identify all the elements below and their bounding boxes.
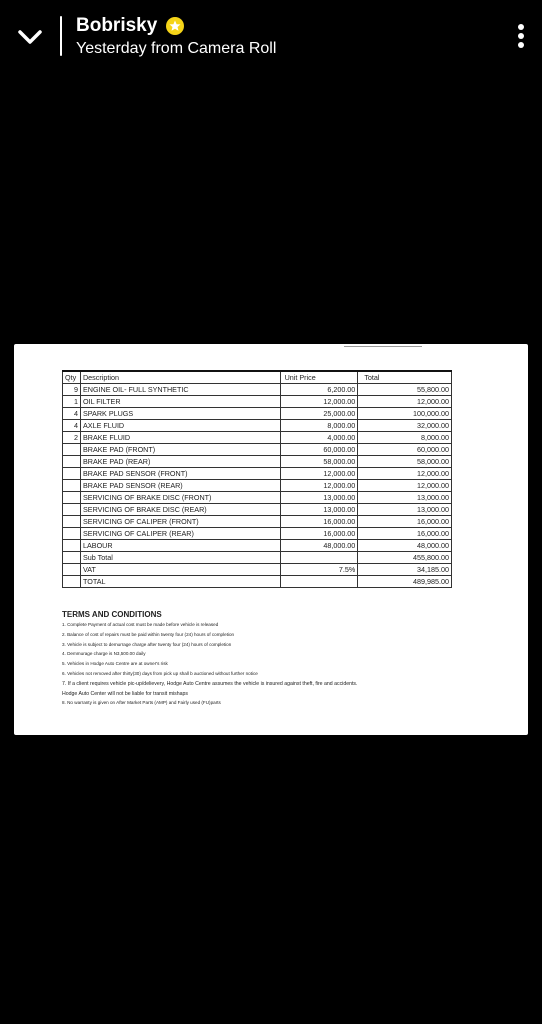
cell-total: 12,000.00	[358, 480, 452, 492]
cell-qty	[63, 504, 81, 516]
term-item: Hodge Auto Center will not be liable for transit mishaps	[62, 690, 189, 697]
cell-unit-price: 12,000.00	[280, 468, 358, 480]
cell-unit-price: 12,000.00	[280, 480, 358, 492]
cell-description: BRAKE PAD SENSOR (FRONT)	[80, 468, 280, 480]
table-row	[63, 528, 452, 540]
cell-description: Sub Total	[80, 552, 280, 564]
table-row	[63, 444, 452, 456]
term-item: 4. Demmurage charge is N3,500.00 daily	[62, 651, 146, 657]
cell-description: BRAKE PAD (REAR)	[80, 456, 280, 468]
star-badge-icon	[165, 16, 185, 36]
more-vertical-icon[interactable]	[514, 22, 528, 50]
table-row	[63, 540, 452, 552]
term-item: 8. No warranty is given on After Market Parts (AMP) and Fairly used (FU)parts	[62, 700, 221, 706]
scan-line	[344, 346, 422, 347]
cell-total: 48,000.00	[358, 540, 452, 552]
cell-qty: 4	[63, 408, 81, 420]
cell-description: SERVICING OF BRAKE DISC (REAR)	[80, 504, 280, 516]
table-row	[63, 396, 452, 408]
term-item: 3. Vehicle is subject to demurrage charge after twenty four (24) hours of completion	[62, 641, 232, 647]
table-row	[63, 552, 452, 564]
table-row	[63, 504, 452, 516]
cell-unit-price: 58,000.00	[280, 456, 358, 468]
cell-total: 12,000.00	[358, 468, 452, 480]
cell-qty: 9	[63, 384, 81, 396]
cell-qty	[63, 492, 81, 504]
cell-description: SERVICING OF CALIPER (REAR)	[80, 528, 280, 540]
table-row	[63, 384, 452, 396]
table-row	[63, 408, 452, 420]
cell-qty	[63, 456, 81, 468]
invoice-rows	[63, 384, 452, 588]
cell-total: 55,800.00	[358, 384, 452, 396]
cell-qty	[63, 528, 81, 540]
term-item: 1. Complete Payment of actual cost must be made before vehicle is released	[62, 622, 219, 627]
cell-qty: 1	[63, 396, 81, 408]
table-row	[63, 468, 452, 480]
cell-qty	[63, 444, 81, 456]
chevron-down-icon[interactable]	[14, 22, 46, 50]
cell-unit-price: 16,000.00	[280, 516, 358, 528]
cell-total: 32,000.00	[358, 420, 452, 432]
cell-unit-price	[280, 552, 358, 564]
cell-total: 100,000.00	[358, 408, 452, 420]
cell-description: BRAKE PAD (FRONT)	[80, 444, 280, 456]
invoice-document	[14, 344, 528, 735]
cell-total: 16,000.00	[358, 516, 452, 528]
cell-total: 13,000.00	[358, 492, 452, 504]
cell-unit-price: 13,000.00	[280, 504, 358, 516]
invoice-table	[62, 370, 452, 588]
cell-qty	[63, 468, 81, 480]
cell-qty	[63, 480, 81, 492]
cell-unit-price: 13,000.00	[280, 492, 358, 504]
cell-description: VAT	[80, 564, 280, 576]
cell-description: BRAKE FLUID	[80, 432, 280, 444]
cell-unit-price: 48,000.00	[280, 540, 358, 552]
cell-total: 60,000.00	[358, 444, 452, 456]
cell-total: 12,000.00	[358, 396, 452, 408]
cell-unit-price: 25,000.00	[280, 408, 358, 420]
cell-total: 34,185.00	[358, 564, 452, 576]
table-row	[63, 480, 452, 492]
cell-unit-price: 60,000.00	[280, 444, 358, 456]
cell-unit-price: 7.5%	[280, 564, 358, 576]
cell-description: TOTAL	[80, 576, 280, 588]
cell-description: SERVICING OF BRAKE DISC (FRONT)	[80, 492, 280, 504]
user-title-row[interactable]	[76, 15, 185, 37]
cell-unit-price: 12,000.00	[280, 396, 358, 408]
column-header-total: Total	[358, 371, 452, 384]
cell-description: BRAKE PAD SENSOR (REAR)	[80, 480, 280, 492]
cell-qty	[63, 564, 81, 576]
column-header-description: Description	[80, 371, 280, 384]
table-row	[63, 432, 452, 444]
table-header-row	[63, 371, 452, 384]
cell-description: LABOUR	[80, 540, 280, 552]
term-item: 7. If a client requires vehicle pic-up/delievery, Hodge Auto Centre assumes the vehicle is insured against theft, fire and accidents.	[62, 680, 358, 687]
username[interactable]: Bobrisky	[76, 15, 158, 36]
cell-description: SPARK PLUGS	[80, 408, 280, 420]
column-header-unit-price: Unit Price	[280, 371, 358, 384]
term-item: 6. Vehicles not removed after thirty(30) days from pick up shall b auctioned without further notice	[62, 670, 258, 676]
cell-description: AXLE FLUID	[80, 420, 280, 432]
terms-section	[62, 610, 522, 710]
story-subtitle: Yesterday from Camera Roll	[76, 40, 277, 57]
cell-total: 13,000.00	[358, 504, 452, 516]
cell-qty: 2	[63, 432, 81, 444]
cell-total: 489,985.00	[358, 576, 452, 588]
terms-title: TERMS AND CONDITIONS	[62, 610, 162, 619]
term-item: 2. Balance of cost of repairs must be paid within twenty four (24) hours of completion	[62, 631, 235, 637]
cell-description: ENGINE OIL- FULL SYNTHETIC	[80, 384, 280, 396]
cell-qty	[63, 552, 81, 564]
cell-unit-price: 6,200.00	[280, 384, 358, 396]
story-header	[0, 0, 542, 72]
cell-unit-price: 4,000.00	[280, 432, 358, 444]
table-row	[63, 456, 452, 468]
cell-qty	[63, 576, 81, 588]
cell-total: 455,800.00	[358, 552, 452, 564]
term-item: 5. Vehicles in Hodge Auto Centre are at owner's risk	[62, 661, 168, 667]
cell-total: 16,000.00	[358, 528, 452, 540]
cell-qty	[63, 540, 81, 552]
column-header-qty: Qty	[63, 371, 81, 384]
cell-unit-price	[280, 576, 358, 588]
header-divider	[60, 16, 62, 56]
table-row	[63, 576, 452, 588]
cell-total: 8,000.00	[358, 432, 452, 444]
cell-unit-price: 8,000.00	[280, 420, 358, 432]
table-row	[63, 564, 452, 576]
cell-total: 58,000.00	[358, 456, 452, 468]
cell-qty	[63, 516, 81, 528]
table-row	[63, 516, 452, 528]
cell-description: OIL FILTER	[80, 396, 280, 408]
table-row	[63, 420, 452, 432]
cell-unit-price: 16,000.00	[280, 528, 358, 540]
cell-description: SERVICING OF CALIPER (FRONT)	[80, 516, 280, 528]
table-row	[63, 492, 452, 504]
cell-qty: 4	[63, 420, 81, 432]
